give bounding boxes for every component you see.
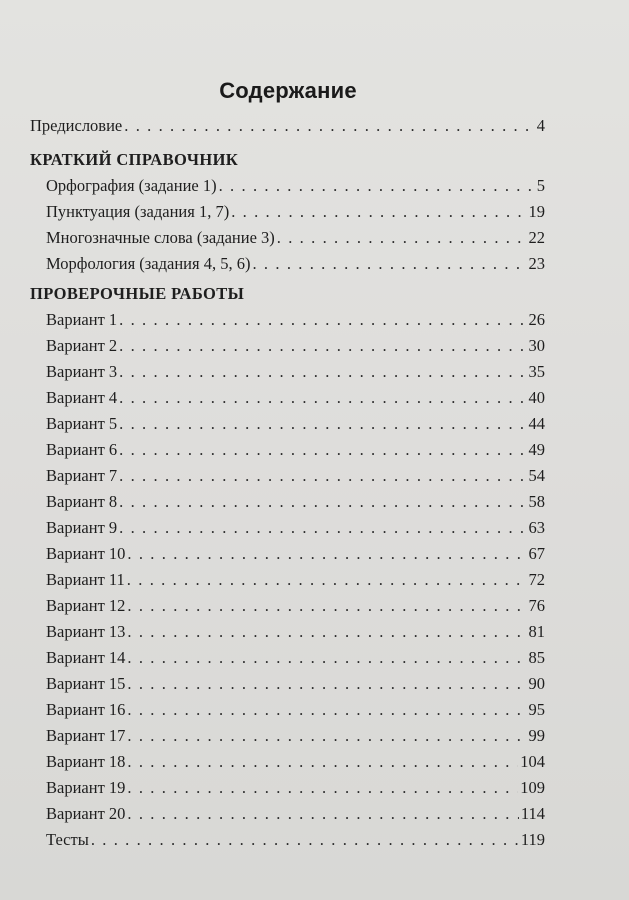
dot-leader	[119, 333, 526, 359]
toc-entry-page: 26	[528, 310, 545, 329]
toc-entry	[30, 437, 545, 463]
toc-entry-label: Вариант 19	[46, 778, 126, 797]
toc-entry-preface	[30, 113, 545, 139]
toc-entry-label: Вариант 10	[46, 544, 126, 563]
toc-entry-page: 76	[528, 596, 545, 615]
toc-entry	[30, 619, 545, 645]
toc-entry-page: 85	[528, 648, 545, 667]
toc-entry-page: 119	[520, 830, 545, 849]
toc-entry-label: Вариант 17	[46, 726, 126, 745]
dot-leader	[124, 113, 535, 139]
toc-entry-label: Вариант 11	[46, 570, 125, 589]
toc-entry-page: 5	[536, 176, 545, 195]
section-heading-reference: КРАТКИЙ СПРАВОЧНИК	[30, 150, 239, 169]
toc-entry	[30, 359, 545, 385]
dot-leader	[277, 225, 527, 251]
toc-entry-page: 67	[528, 544, 545, 563]
toc-entry	[30, 671, 545, 697]
toc-entry-label: Вариант 14	[46, 648, 126, 667]
toc-entry-label: Вариант 13	[46, 622, 126, 641]
toc-entry-page: 4	[536, 116, 545, 135]
toc-entry-page: 22	[528, 228, 545, 247]
dot-leader	[119, 385, 526, 411]
toc-entry	[30, 411, 545, 437]
dot-leader	[119, 411, 526, 437]
toc-entry	[30, 463, 545, 489]
toc-entry-label: Вариант 1	[46, 310, 118, 329]
toc-entry-page: 114	[520, 804, 545, 823]
dot-leader	[127, 671, 526, 697]
dot-leader	[91, 827, 519, 853]
toc-entry-page: 19	[528, 202, 545, 221]
toc-entry-label: Предисловие	[30, 116, 123, 135]
dot-leader	[127, 801, 518, 827]
toc-entry-label: Вариант 4	[46, 388, 118, 407]
dot-leader	[127, 645, 526, 671]
dot-leader	[127, 593, 526, 619]
toc-entry-page: 63	[528, 518, 545, 537]
dot-leader	[231, 199, 526, 225]
toc-entry-label: Вариант 16	[46, 700, 126, 719]
dot-leader	[127, 619, 526, 645]
toc-entry-label: Вариант 20	[46, 804, 126, 823]
toc-entry-page: 49	[528, 440, 545, 459]
toc-entry-page: 99	[528, 726, 545, 745]
toc-entry-label: Вариант 15	[46, 674, 126, 693]
toc-entry-label: Многозначные слова (задание 3)	[46, 228, 275, 247]
toc-entry	[30, 645, 545, 671]
toc-entry	[30, 307, 545, 333]
toc-entry-page: 35	[528, 362, 545, 381]
toc-entry	[30, 199, 545, 225]
toc-entry	[30, 541, 545, 567]
toc-entry	[30, 385, 545, 411]
toc-entry	[30, 173, 545, 199]
toc-entry-label: Вариант 9	[46, 518, 118, 537]
toc-entry-page: 72	[528, 570, 545, 589]
toc-entry-label: Орфография (задание 1)	[46, 176, 217, 195]
toc-entry-label: Тесты	[46, 830, 89, 849]
toc-entry-page: 44	[528, 414, 545, 433]
toc-entry-label: Вариант 6	[46, 440, 118, 459]
toc-entry-page: 40	[528, 388, 545, 407]
toc-entry	[30, 567, 545, 593]
toc-entry-label: Вариант 12	[46, 596, 126, 615]
toc-entry-page: 30	[528, 336, 545, 355]
dot-leader	[127, 697, 526, 723]
toc-entry	[30, 225, 545, 251]
toc-entry-page: 58	[528, 492, 545, 511]
toc-entry	[30, 251, 545, 277]
toc-entry	[30, 489, 545, 515]
toc-entry-page: 54	[528, 466, 545, 485]
toc-entry-page: 81	[528, 622, 545, 641]
dot-leader	[252, 251, 526, 277]
toc-entry	[30, 515, 545, 541]
table-of-contents	[30, 113, 545, 853]
toc-entry-label: Вариант 2	[46, 336, 118, 355]
toc-entry-label: Вариант 7	[46, 466, 118, 485]
dot-leader	[119, 437, 526, 463]
toc-entry	[30, 801, 545, 827]
dot-leader	[127, 541, 526, 567]
toc-entry	[30, 775, 545, 801]
toc-entry-page: 23	[528, 254, 545, 273]
dot-leader	[127, 723, 526, 749]
dot-leader	[127, 775, 518, 801]
toc-entry-label: Пунктуация (задания 1, 7)	[46, 202, 230, 221]
toc-entry-label: Вариант 3	[46, 362, 118, 381]
dot-leader	[127, 749, 518, 775]
tests-list	[30, 307, 545, 853]
dot-leader	[119, 359, 526, 385]
page-title: Содержание	[219, 78, 357, 103]
toc-entry	[30, 697, 545, 723]
dot-leader	[219, 173, 535, 199]
dot-leader	[119, 515, 526, 541]
toc-entry-label: Вариант 5	[46, 414, 118, 433]
dot-leader	[119, 463, 526, 489]
toc-entry	[30, 827, 545, 853]
dot-leader	[119, 489, 526, 515]
reference-list	[30, 173, 545, 277]
toc-entry-page: 90	[528, 674, 545, 693]
toc-entry-page: 104	[520, 752, 545, 771]
toc-entry-label: Вариант 8	[46, 492, 118, 511]
dot-leader	[119, 307, 526, 333]
dot-leader	[127, 567, 527, 593]
toc-entry	[30, 723, 545, 749]
toc-entry-page: 95	[528, 700, 545, 719]
toc-entry	[30, 749, 545, 775]
section-heading-tests: ПРОВЕРОЧНЫЕ РАБОТЫ	[30, 284, 245, 303]
toc-entry-label: Вариант 18	[46, 752, 126, 771]
toc-entry-label: Морфология (задания 4, 5, 6)	[46, 254, 251, 273]
toc-entry-page: 109	[520, 778, 545, 797]
toc-entry	[30, 593, 545, 619]
toc-entry	[30, 333, 545, 359]
